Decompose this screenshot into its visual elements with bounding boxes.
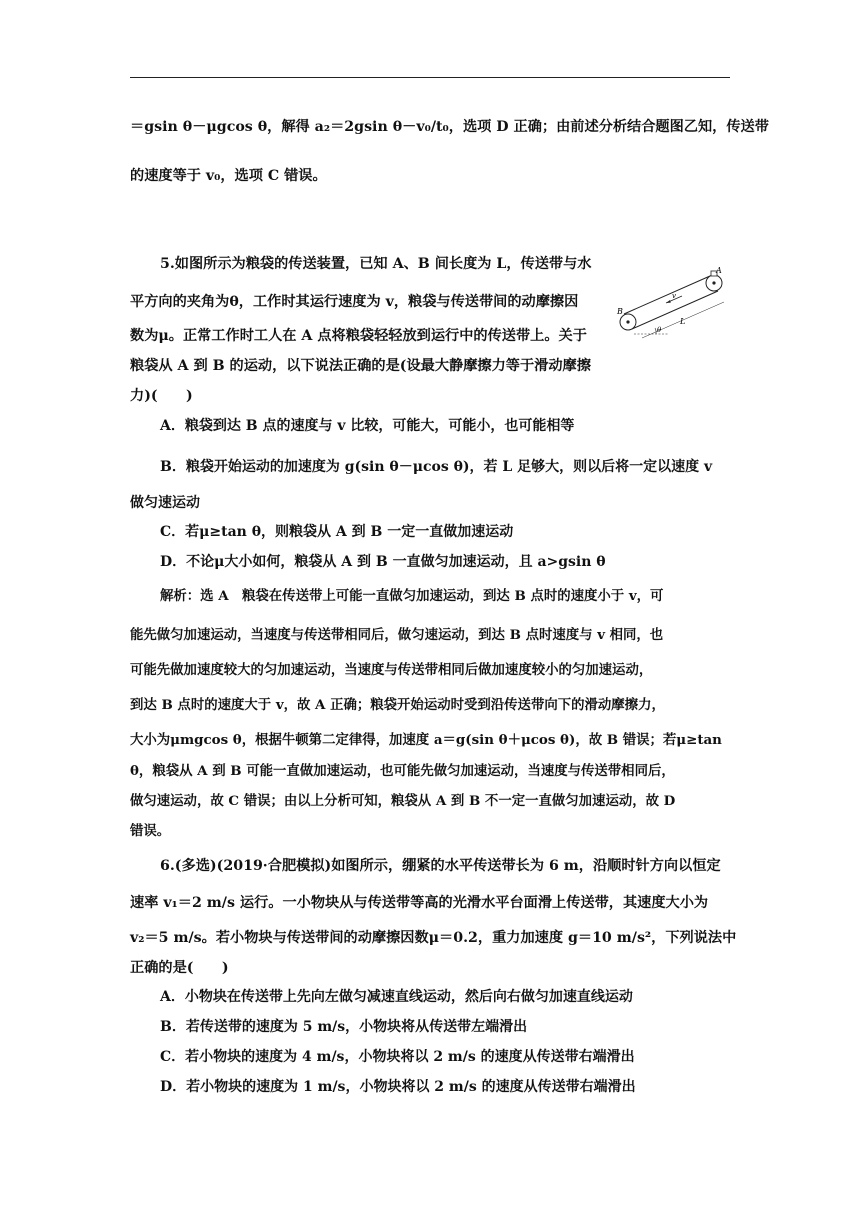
label-v: v <box>672 292 676 300</box>
header-rule <box>130 77 730 78</box>
text-line: 错误。 <box>130 823 171 839</box>
text-line: A．小物块在传送带上先向左做匀减速直线运动，然后向右做匀加速直线运动 <box>160 989 633 1005</box>
label-a: A <box>716 266 722 275</box>
text-line: 正确的是( ) <box>130 960 229 976</box>
text-line: 平方向的夹角为θ，工作时其运行速度为 v，粮袋与传送带间的动摩擦因 <box>130 294 579 310</box>
text-line: 数为μ。正常工作时工人在 A 点将粮袋轻轻放到运行中的传送带上。关于 <box>130 328 587 344</box>
text-line: 6.(多选)(2019·合肥模拟)如图所示，绷紧的水平传送带长为 6 m，沿顺时针方向以恒定 <box>160 858 721 874</box>
velocity-arrowhead <box>666 300 671 303</box>
text-line: A．粮袋到达 B 点的速度与 v 比较，可能大，可能小，也可能相等 <box>160 418 575 434</box>
text-line: 粮袋从 A 到 B 的运动，以下说法正确的是(设最大静摩擦力等于滑动摩擦 <box>130 358 591 374</box>
pulley-b-axle <box>626 320 629 323</box>
text-line: ＝gsin θ－μgcos θ，解得 a₂＝2gsin θ－v₀/t₀，选项 D 正确；由前述分析结合题图乙知，传送带 <box>130 119 769 135</box>
text-line: D．若小物块的速度为 1 m/s，小物块将以 2 m/s 的速度从传送带右端滑出 <box>160 1079 636 1095</box>
text-line: v₂＝5 m/s。若小物块与传送带间的动摩擦因数μ＝0.2，重力加速度 g＝10 m/s²，下列说法中 <box>130 930 737 946</box>
text-line: 大小为μmgcos θ，根据牛顿第二定律得，加速度 a＝g(sin θ＋μcos θ)，故 B 错误；若μ≥tan <box>130 732 722 748</box>
text-line: C．若μ≥tan θ，则粮袋从 A 到 B 一定一直做加速运动 <box>160 524 514 540</box>
text-line: B．若传送带的速度为 5 m/s，小物块将从传送带左端滑出 <box>160 1019 528 1035</box>
text-line: 可能先做加速度较大的匀加速运动，当速度与传送带相同后做加速度较小的匀加速运动， <box>130 662 653 678</box>
pulley-a-axle <box>712 281 715 284</box>
text-line: 能先做匀加速运动，当速度与传送带相同后，做匀速运动，到达 B 点时速度与 v 相同，也 <box>130 627 664 643</box>
text-line: 做匀速运动，故 C 错误；由以上分析可知，粮袋从 A 到 B 不一定一直做匀加速运动，故 D <box>130 793 676 809</box>
text-line: θ，粮袋从 A 到 B 可能一直做加速运动，也可能先做匀加速运动，当速度与传送带相同后， <box>130 763 675 779</box>
angle-arc <box>655 328 656 334</box>
text-line: 速率 v₁＝2 m/s 运行。一小物块从与传送带等高的光滑水平台面滑上传送带，其速度大小为 <box>130 895 709 911</box>
text-line: 的速度等于 v₀，选项 C 错误。 <box>130 168 327 184</box>
label-theta: θ <box>657 326 662 334</box>
text-line: 力)( ) <box>130 388 193 404</box>
conveyor-diagram <box>612 262 732 342</box>
text-line: C．若小物块的速度为 4 m/s，小物块将以 2 m/s 的速度从传送带右端滑出 <box>160 1049 635 1065</box>
text-line: 做匀速运动 <box>130 495 200 511</box>
label-l: L <box>680 317 686 326</box>
text-line: 5.如图所示为粮袋的传送装置，已知 A、B 间长度为 L，传送带与水 <box>160 256 592 272</box>
text-line: 到达 B 点时的速度大于 v，故 A 正确；粮袋开始运动时受到沿传送带向下的滑动摩擦力， <box>130 697 665 713</box>
conveyor-figure <box>612 262 732 342</box>
text-line: B．粮袋开始运动的加速度为 g(sin θ－μcos θ)，若 L 足够大，则以后将一定以速度 v <box>160 459 713 475</box>
text-line: D．不论μ大小如何，粮袋从 A 到 B 一直做匀加速运动，且 a>gsin θ <box>160 554 606 570</box>
belt-top-line <box>624 276 710 314</box>
label-b: B <box>617 307 623 316</box>
text-line: 解析：选 A 粮袋在传送带上可能一直做匀加速运动，到达 B 点时的速度小于 v，可 <box>160 588 664 604</box>
